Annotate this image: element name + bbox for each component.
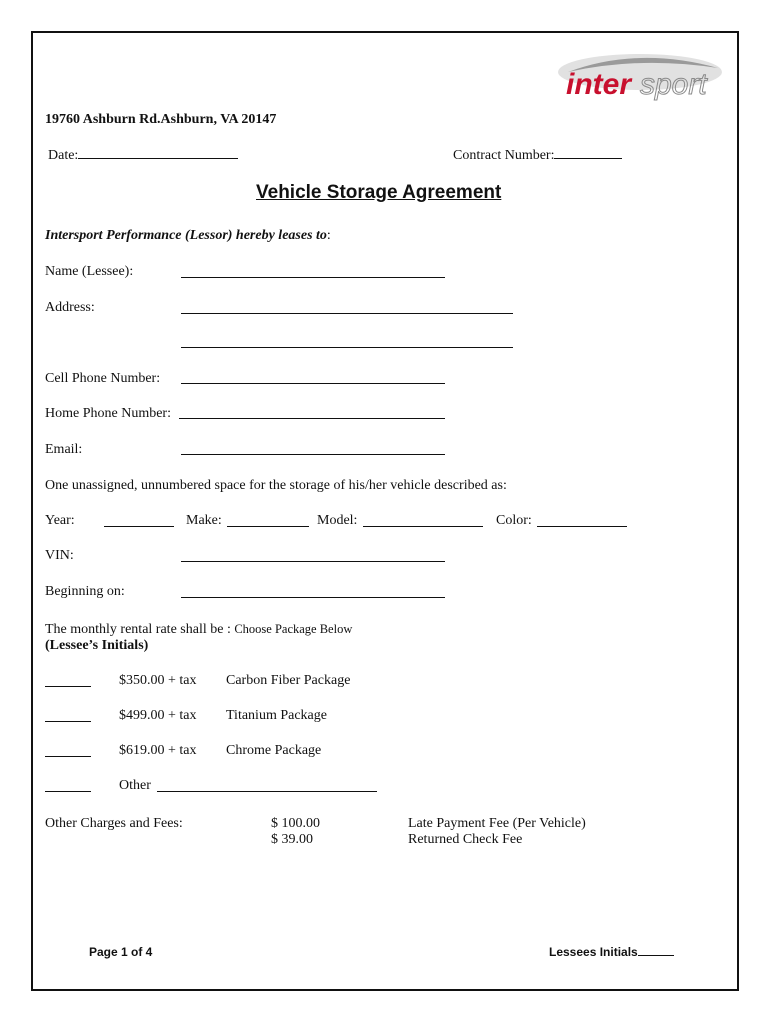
email-input-line[interactable] — [181, 454, 445, 455]
fee-desc-1: Late Payment Fee (Per Vehicle) — [408, 816, 586, 831]
company-address: 19760 Ashburn Rd.Ashburn, VA 20147 — [45, 112, 277, 127]
other-label: Other — [119, 778, 151, 793]
package-price-1: $350.00 + tax — [119, 673, 197, 688]
home-phone-input-line[interactable] — [179, 418, 445, 419]
fee-amount-1: $ 100.00 — [271, 816, 320, 831]
date-field — [48, 146, 238, 164]
package-name-1: Carbon Fiber Package — [226, 673, 351, 688]
make-input-line[interactable] — [227, 526, 309, 527]
color-label: Color: — [496, 513, 532, 528]
package-price-3: $619.00 + tax — [119, 743, 197, 758]
fee-desc-2: Returned Check Fee — [408, 832, 523, 847]
beginning-on-input-line[interactable] — [181, 597, 445, 598]
page-number: Page 1 of 4 — [89, 945, 153, 959]
other-initials-line[interactable] — [45, 791, 91, 792]
other-charges-label: Other Charges and Fees: — [45, 816, 183, 831]
package-initials-line-1[interactable] — [45, 686, 91, 687]
contract-number-field — [453, 146, 622, 164]
contract-number-input-line[interactable] — [554, 146, 622, 159]
vin-input-line[interactable] — [181, 561, 445, 562]
logo-text-inter: inter — [566, 68, 632, 101]
contract-number-label: Contract Number: — [453, 148, 555, 163]
footer-initials — [549, 944, 674, 960]
monthly-rate-text — [45, 621, 352, 638]
package-name-3: Chrome Package — [226, 743, 322, 758]
package-price-2: $499.00 + tax — [119, 708, 197, 723]
year-label: Year: — [45, 513, 75, 528]
model-label: Model: — [317, 513, 358, 528]
other-input-line[interactable] — [157, 791, 377, 792]
storage-space-description: One unassigned, unnumbered space for the storage of his/her vehicle described as: — [45, 478, 507, 493]
address-label: Address: — [45, 300, 95, 315]
lessee-initials-header: (Lessee’s Initials) — [45, 638, 149, 653]
name-input-line[interactable] — [181, 277, 445, 278]
logo-text-sport: sport — [640, 68, 707, 101]
date-input-line[interactable] — [78, 146, 238, 159]
footer-initials-label: Lessees Initials — [549, 945, 638, 959]
address-input-line-2[interactable] — [181, 347, 513, 348]
package-name-2: Titanium Package — [226, 708, 327, 723]
lessor-intro-colon: : — [326, 228, 331, 243]
monthly-rate-label: The monthly rental rate shall be : — [45, 622, 231, 637]
choose-package-text: Choose Package Below — [234, 622, 353, 636]
lessor-intro — [45, 228, 331, 244]
intersport-logo — [548, 50, 724, 102]
color-input-line[interactable] — [537, 526, 627, 527]
home-phone-label: Home Phone Number: — [45, 406, 171, 421]
footer-initials-line[interactable] — [638, 944, 674, 956]
agreement-title: Vehicle Storage Agreement — [256, 182, 502, 203]
vin-label: VIN: — [45, 548, 74, 563]
cell-phone-input-line[interactable] — [181, 383, 445, 384]
document-page — [31, 31, 739, 991]
email-label: Email: — [45, 442, 83, 457]
package-initials-line-3[interactable] — [45, 756, 91, 757]
year-input-line[interactable] — [104, 526, 174, 527]
address-input-line-1[interactable] — [181, 313, 513, 314]
package-initials-line-2[interactable] — [45, 721, 91, 722]
make-label: Make: — [186, 513, 222, 528]
lessor-intro-text: Intersport Performance (Lessor) hereby leases to — [45, 228, 327, 243]
cell-phone-label: Cell Phone Number: — [45, 371, 161, 386]
fee-amount-2: $ 39.00 — [271, 832, 313, 847]
date-label: Date: — [48, 148, 79, 163]
model-input-line[interactable] — [363, 526, 483, 527]
name-label: Name (Lessee): — [45, 264, 134, 279]
beginning-on-label: Beginning on: — [45, 584, 125, 599]
